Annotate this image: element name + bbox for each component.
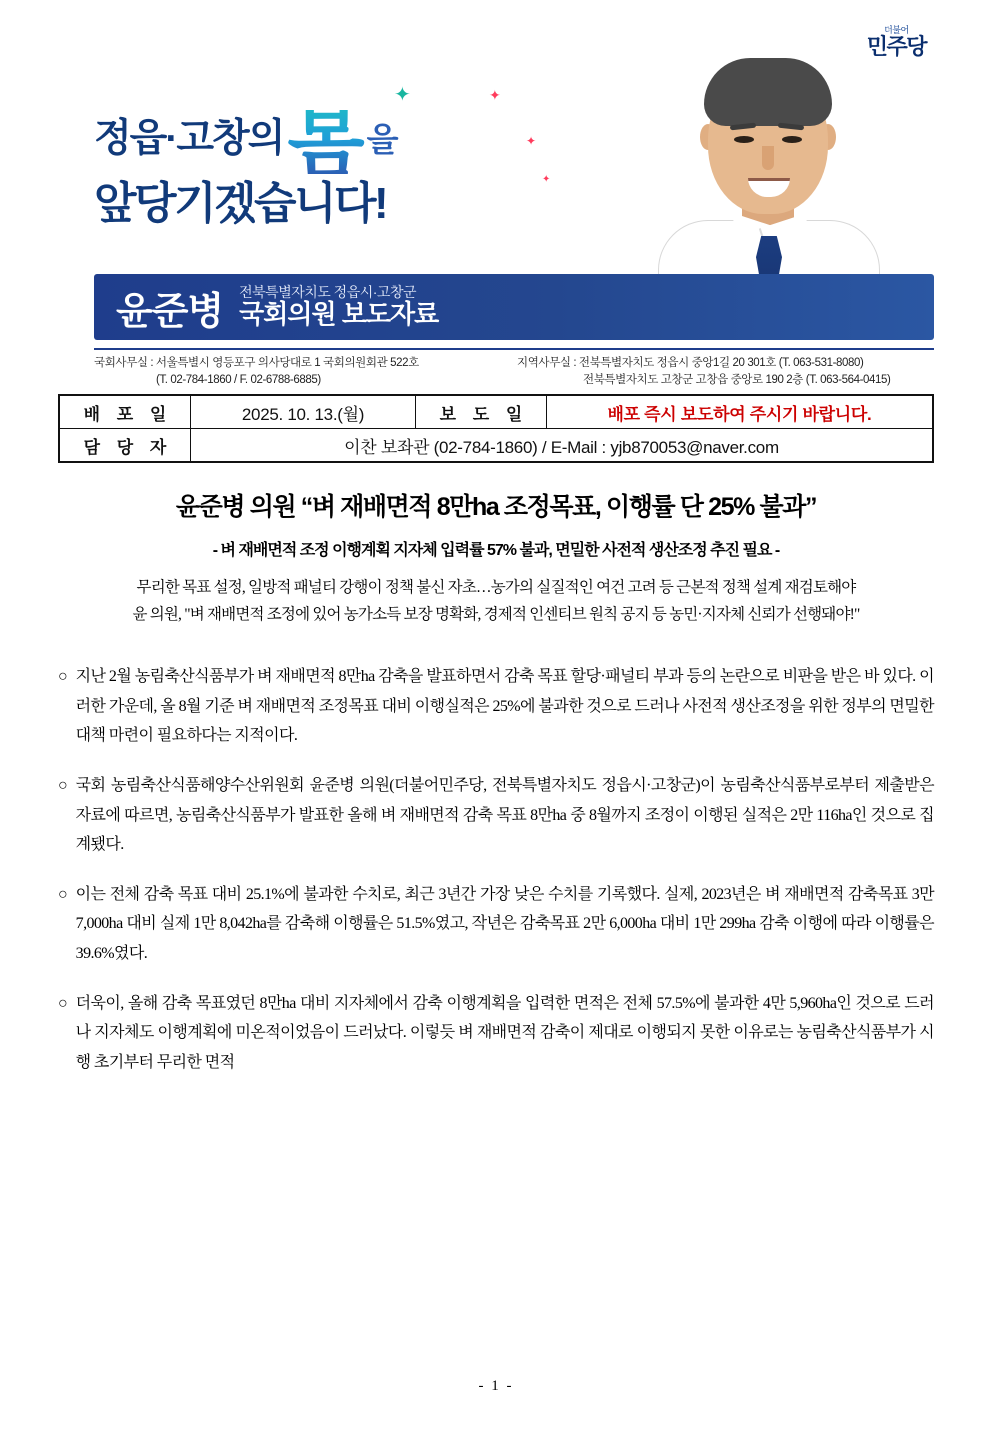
contact-value: 이찬 보좌관 (02-784-1860) / E-Mail : yjb870053@naver.com bbox=[191, 429, 934, 463]
body-paragraph-text: 국회 농림축산식품해양수산위원회 윤준병 의원(더불어민주당, 전북특별자치도 정읍시·고창군)이 농림축산식품부로부터 제출받은 자료에 따르면, 농림축산식품부가 발표한 올해 벼 재배면적 감축 목표 8만ha 중 8월까지 조정이 이행된 실적은 2만 116ha인 것으로 집계됐다. bbox=[75, 777, 934, 854]
title-block bbox=[58, 487, 934, 628]
slogan-highlight: 봄 bbox=[283, 110, 366, 174]
bullet-icon: ○ bbox=[58, 668, 68, 686]
bullet-icon: ○ bbox=[58, 994, 68, 1012]
name-band-subtitle bbox=[239, 284, 438, 330]
photo-hair bbox=[704, 58, 832, 126]
masthead bbox=[58, 25, 934, 387]
name-band bbox=[94, 274, 934, 340]
politician-name: 윤준병 bbox=[116, 290, 224, 333]
local-office-address: 지역사무실 : 전북특별자치도 정읍시 중앙1길 20 301호 (T. 063-531-8080) bbox=[517, 357, 864, 369]
politician-region: 전북특별자치도 정읍시·고창군 bbox=[239, 284, 416, 300]
distribute-date-value: 2025. 10. 13.(월) bbox=[191, 395, 416, 429]
star-icon: ✦ bbox=[489, 89, 501, 104]
party-logo-tag: 더불어 bbox=[884, 25, 909, 35]
report-date-value: 배포 즉시 보도하여 주시기 바랍니다. bbox=[547, 395, 934, 429]
lead-line-1: 무리한 목표 설정, 일방적 패널티 강행이 정책 불신 자초…농가의 실질적인 여건 고려 등 근본적 정책 설계 재검토해야 bbox=[136, 579, 856, 596]
bullet-icon: ○ bbox=[58, 885, 68, 903]
star-icon: ✦ bbox=[542, 174, 551, 185]
bullet-icon: ○ bbox=[58, 777, 68, 795]
release-info-table bbox=[58, 394, 934, 463]
slogan-prefix: 정읍·고창의 bbox=[94, 117, 284, 160]
body-paragraph bbox=[58, 989, 934, 1078]
table-row bbox=[59, 395, 933, 429]
slogan-line-2: 앞당기겠습니다! bbox=[94, 179, 387, 228]
body-content bbox=[58, 662, 934, 1077]
page-title: 윤준병 의원 “벼 재배면적 8만ha 조정목표, 이행률 단 25% 불과” bbox=[175, 493, 817, 521]
star-icon: ✦ bbox=[394, 84, 411, 106]
slogan-highlight-suffix: 을 bbox=[366, 121, 397, 158]
local-office-address-2: 전북특별자치도 고창군 고창읍 중앙로 190 2층 (T. 063-564-0415) bbox=[583, 374, 891, 387]
body-paragraph bbox=[58, 880, 934, 969]
document-type: 국회의원 보도자료 bbox=[239, 299, 439, 330]
report-date-label: 보 도 일 bbox=[416, 395, 547, 429]
press-release-page bbox=[0, 26, 992, 1429]
photo-nose bbox=[762, 146, 774, 170]
photo-eye-left bbox=[734, 136, 754, 143]
office-info bbox=[94, 348, 934, 390]
page-subtitle: - 벼 재배면적 조정 이행계획 지자체 입력률 57% 불과, 면밀한 사전적 생산조정 추진 필요 - bbox=[212, 542, 780, 559]
body-paragraph-text: 지난 2월 농림축산식품부가 벼 재배면적 8만ha 감축을 발표하면서 감축 목표 할당·패널티 부과 등의 논란으로 비판을 받은 바 있다. 이러한 가운데, 올 8월 기준 벼 재배면적 조정목표 대비 이행실적은 25%에 불과한 것으로 드러나 사전적 생산조정을 위한 정부의 면밀한 대책 마련이 필요하다는 지적이다. bbox=[75, 668, 934, 745]
body-paragraph bbox=[58, 662, 934, 751]
party-logo-name: 민주당 bbox=[866, 34, 926, 59]
table-row bbox=[59, 429, 933, 463]
page-number: - 1 - bbox=[478, 1378, 514, 1394]
body-paragraph-text: 더욱이, 올해 감축 목표였던 8만ha 대비 지자체에서 감축 이행계획을 입력한 면적은 전체 57.5%에 불과한 4만 5,960ha인 것으로 드러나 지자체도 이행계획에 미온적이었음이 드러났다. 이렇듯 벼 재배면적 감축이 제대로 이행되지 못한 이유로는 농림축산식품부가 시행 초기부터 무리한 면적 bbox=[75, 994, 934, 1071]
slogan bbox=[94, 84, 614, 228]
lead-paragraph bbox=[58, 574, 934, 628]
national-office-tel: (T. 02-784-1860 / F. 02-6788-6885) bbox=[156, 374, 321, 387]
contact-label: 담 당 자 bbox=[59, 429, 191, 463]
photo-eye-right bbox=[782, 136, 802, 143]
body-paragraph bbox=[58, 771, 934, 860]
body-paragraph-text: 이는 전체 감축 목표 대비 25.1%에 불과한 수치로, 최근 3년간 가장 낮은 수치를 기록했다. 실제, 2023년은 벼 재배면적 감축목표 3만 7,000ha 대비 실제 1만 8,042ha를 감축해 이행률은 51.5%였고, 작년은 감축목표 2만 6,000ha 대비 1만 299ha 감축 이행에 따라 이행률은 39.6%였다. bbox=[75, 885, 934, 962]
lead-line-2: 윤 의원, "벼 재배면적 조정에 있어 농가소득 보장 명확화, 경제적 인센티브 원칙 공지 등 농민·지자체 신뢰가 선행돼야!" bbox=[132, 606, 860, 624]
star-icon: ✦ bbox=[526, 134, 537, 148]
national-office-address: 국회사무실 : 서울특별시 영등포구 의사당대로 1 국회의원회관 522호 bbox=[94, 357, 419, 369]
distribute-date-label: 배 포 일 bbox=[59, 395, 191, 429]
